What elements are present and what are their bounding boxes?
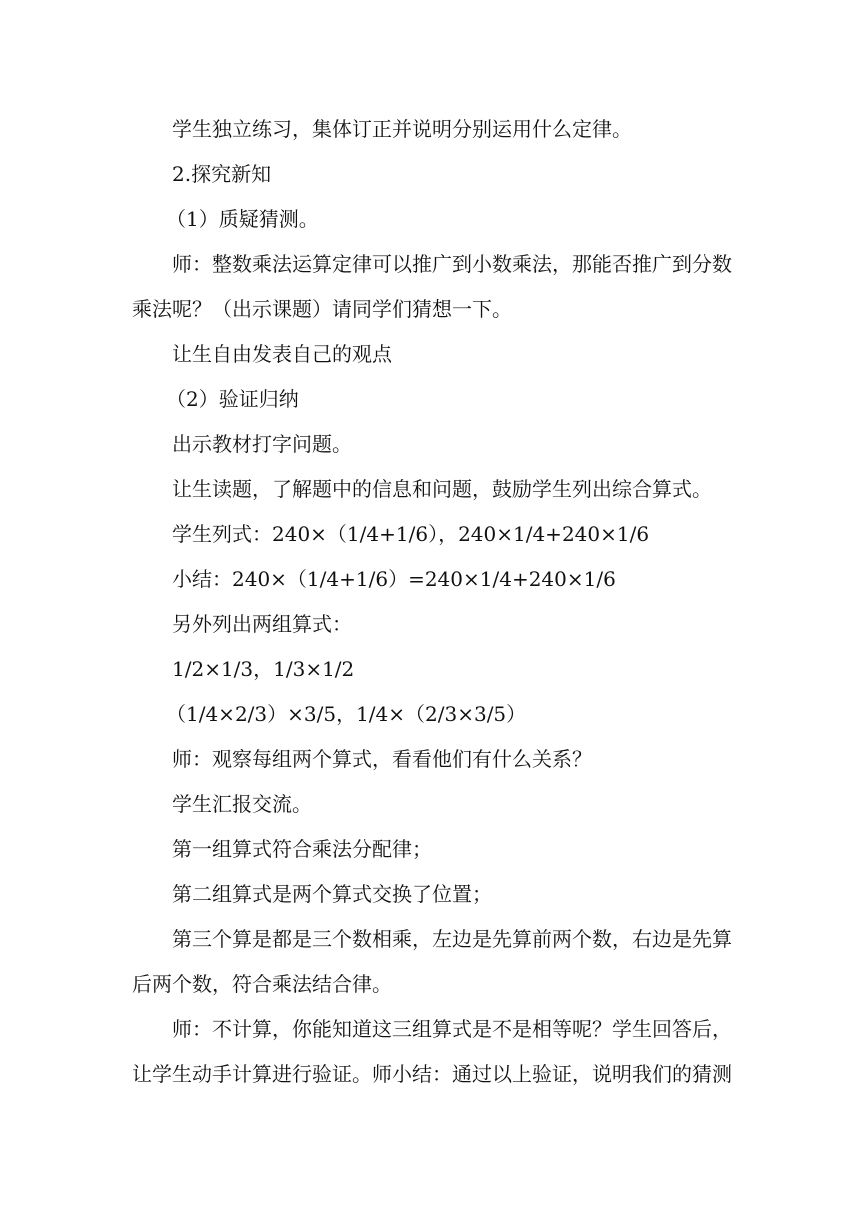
paragraph-line: 让生自由发表自己的观点 <box>172 342 392 366</box>
paragraph-line: 第三个算是都是三个数相乘，左边是先算前两个数，右边是先算 <box>172 927 732 951</box>
paragraph-line: 乘法呢？（出示课题）请同学们猜想一下。 <box>132 297 512 321</box>
paragraph-line: 师：整数乘法运算定律可以推广到小数乘法，那能否推广到分数 <box>172 252 732 276</box>
paragraph-line: 师：不计算，你能知道这三组算式是不是相等呢？学生回答后， <box>172 1017 732 1041</box>
paragraph-line: 后两个数，符合乘法结合律。 <box>132 972 392 996</box>
paragraph-line: 让生读题，了解题中的信息和问题，鼓励学生列出综合算式。 <box>172 477 712 501</box>
formula-line: 学生列式：240×（1/4+1/6），240×1/4+240×1/6 <box>172 522 650 546</box>
section-heading: 2.探究新知 <box>172 162 272 186</box>
paragraph-line: 师：观察每组两个算式，看看他们有什么关系？ <box>172 747 592 771</box>
paragraph-line: 让学生动手计算进行验证。师小结：通过以上验证，说明我们的猜测 <box>132 1062 732 1086</box>
subsection-heading: （2）验证归纳 <box>166 387 299 411</box>
formula-line: 1/2×1/3，1/3×1/2 <box>172 657 355 681</box>
paragraph-line: 另外列出两组算式： <box>172 612 352 636</box>
paragraph-line: 第一组算式符合乘法分配律； <box>172 837 432 861</box>
subsection-heading: （1）质疑猜测。 <box>166 207 319 231</box>
paragraph-line: 学生独立练习，集体订正并说明分别运用什么定律。 <box>172 117 632 141</box>
formula-line: （1/4×2/3）×3/5，1/4×（2/3×3/5） <box>166 702 527 726</box>
paragraph-line: 第二组算式是两个算式交换了位置； <box>172 882 492 906</box>
paragraph-line: 学生汇报交流。 <box>172 792 312 816</box>
formula-line: 小结：240×（1/4+1/6）=240×1/4+240×1/6 <box>172 567 616 591</box>
paragraph-line: 出示教材打字问题。 <box>172 432 352 456</box>
